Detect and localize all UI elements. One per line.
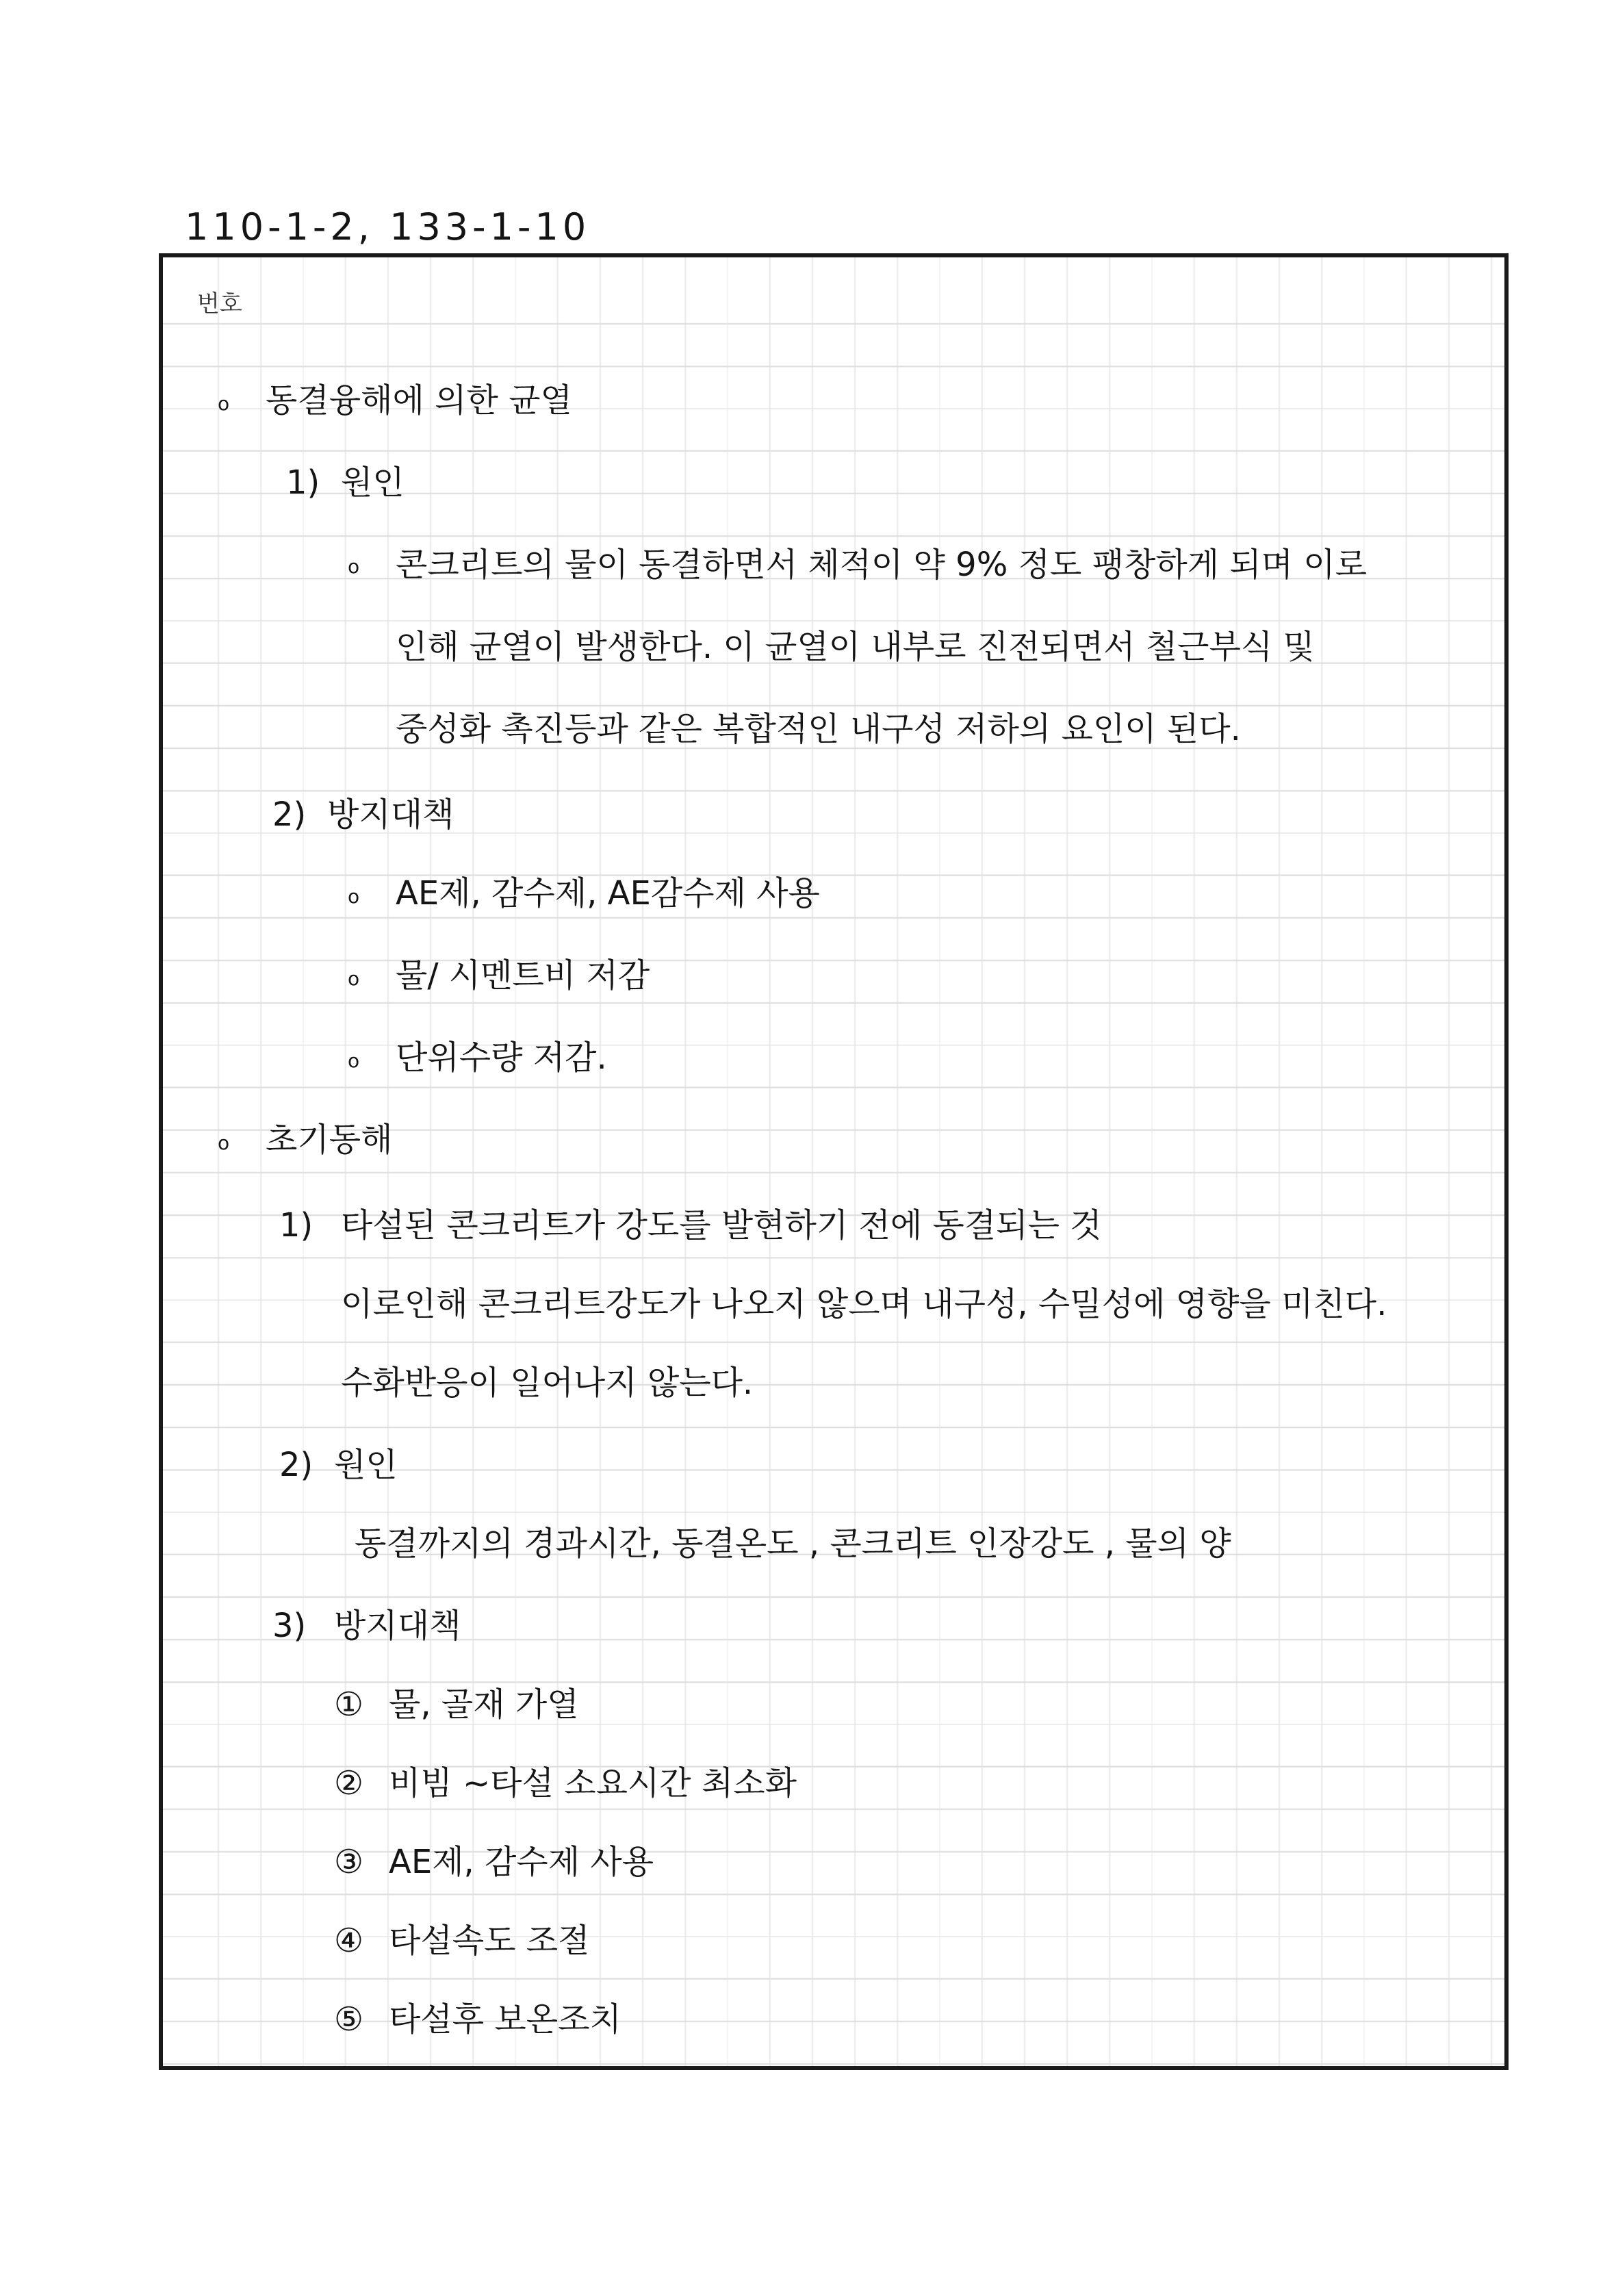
section2-measure-5: 타설후 보온조치	[389, 2000, 621, 2039]
section2-measure-4-number: ④	[334, 1922, 364, 1960]
header-reference-numbers: 110-1-2, 133-1-10	[185, 205, 591, 248]
section1-measure-bullet-2: o	[348, 967, 360, 990]
section2-definition-number: 1)	[279, 1206, 313, 1245]
section2-measure-3-number: ③	[334, 1843, 364, 1881]
note-sheet	[159, 253, 1509, 2070]
section2-definition-line-2: 이로인해 콘크리트강도가 나오지 않으며 내구성, 수밀성에 영향을 미친다.	[341, 1285, 1387, 1323]
section1-cause-number: 1)	[286, 463, 320, 502]
section2-title: 초기동해	[266, 1121, 393, 1159]
section1-measure-bullet-1: o	[348, 885, 360, 908]
section1-measure-title: 방지대책	[327, 795, 454, 834]
section2-measure-2-number: ②	[334, 1764, 364, 1802]
section1-bullet: o	[218, 392, 230, 415]
section1-cause-title: 원인	[341, 463, 405, 502]
section2-bullet: o	[218, 1132, 230, 1154]
section1-cause-text-line-3: 중성화 촉진등과 같은 복합적인 내구성 저하의 요인이 된다.	[396, 710, 1241, 748]
section2-measure-5-number: ⑤	[334, 2000, 364, 2039]
section1-cause-bullet: o	[348, 555, 360, 578]
section2-measure-2: 비빔 ~타설 소요시간 최소화	[389, 1764, 797, 1802]
section1-cause-text-line-1: 콘크리트의 물이 동결하면서 체적이 약 9% 정도 팽창하게 되며 이로	[396, 546, 1368, 584]
section1-measure-bullet-3: o	[348, 1049, 360, 1072]
section2-measure-number: 3)	[272, 1607, 307, 1645]
section1-measure-3: 단위수량 저감.	[396, 1038, 607, 1077]
section2-definition-line-1: 타설된 콘크리트가 강도를 발현하기 전에 동결되는 것	[341, 1206, 1102, 1245]
section1-measure-2: 물/ 시멘트비 저감	[396, 956, 650, 995]
section2-definition-line-3: 수화반응이 일어나지 않는다.	[341, 1364, 754, 1402]
section1-cause-text-line-2: 인해 균열이 발생한다. 이 균열이 내부로 진전되면서 철근부식 및	[396, 628, 1315, 666]
section2-measure-1-number: ①	[334, 1685, 364, 1724]
section2-cause-text: 동결까지의 경과시간, 동결온도 , 콘크리트 인장강도 , 물의 양	[355, 1525, 1231, 1563]
section2-measure-4: 타설속도 조절	[389, 1922, 590, 1960]
section2-cause-title: 원인	[334, 1446, 398, 1484]
section2-measure-title: 방지대책	[334, 1607, 461, 1645]
section1-measure-number: 2)	[272, 795, 307, 834]
section1-title: 동결융해에 의한 균열	[266, 381, 572, 420]
section2-measure-1: 물, 골재 가열	[389, 1685, 579, 1724]
section2-cause-number: 2)	[279, 1446, 313, 1484]
number-field-label: 번호	[197, 290, 242, 318]
section2-measure-3: AE제, 감수제 사용	[389, 1843, 654, 1881]
section1-measure-1: AE제, 감수제, AE감수제 사용	[396, 874, 820, 913]
